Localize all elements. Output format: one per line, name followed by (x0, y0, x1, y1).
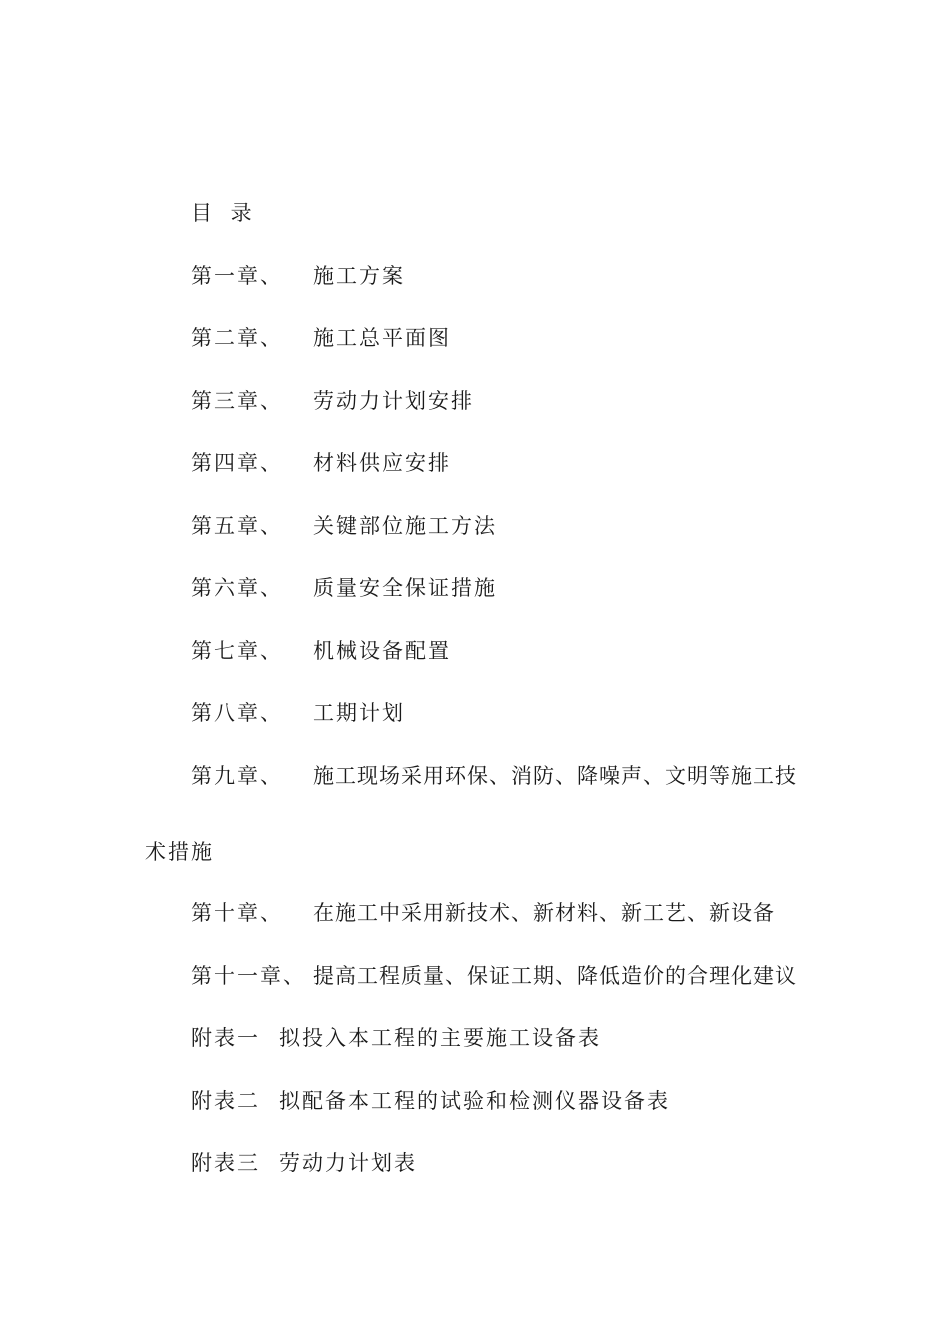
toc-entry-text: 关键部位施工方法 (313, 514, 497, 538)
toc-entry-number: 第三章、 (191, 389, 283, 413)
toc-entry-text: 施工总平面图 (313, 326, 451, 350)
toc-entry-number: 附表一 (191, 1026, 260, 1050)
toc-title: 目 录 (191, 201, 258, 225)
toc-entry-number: 第十章、 (191, 901, 283, 925)
toc-entry-text: 机械设备配置 (313, 639, 451, 663)
toc-entry-number: 第五章、 (191, 514, 283, 538)
toc-entry-continuation: 术措施 (145, 840, 214, 864)
toc-entry-text: 施工方案 (313, 264, 405, 288)
toc-entry-number: 第二章、 (191, 326, 283, 350)
toc-entry-text: 劳动力计划表 (279, 1151, 417, 1175)
toc-entry-text: 拟配备本工程的试验和检测仪器设备表 (279, 1089, 670, 1113)
toc-entry-text: 劳动力计划安排 (313, 389, 474, 413)
toc-entry-number: 第六章、 (191, 576, 283, 600)
toc-entry-text: 工期计划 (313, 701, 405, 725)
toc-entry-text: 施工现场采用环保、消防、降噪声、文明等施工技 (313, 764, 797, 788)
toc-entry-number: 第八章、 (191, 701, 283, 725)
toc-entry-number: 第九章、 (191, 764, 283, 788)
toc-entry-text: 提高工程质量、保证工期、降低造价的合理化建议 (313, 964, 797, 988)
toc-entry-number: 第四章、 (191, 451, 283, 475)
toc-entry-number: 第十一章、 (191, 964, 306, 988)
toc-entry-number: 第七章、 (191, 639, 283, 663)
toc-entry-number: 第一章、 (191, 264, 283, 288)
toc-entry-text: 材料供应安排 (313, 451, 451, 475)
toc-entry-text: 质量安全保证措施 (313, 576, 497, 600)
toc-entry-text: 拟投入本工程的主要施工设备表 (279, 1026, 601, 1050)
toc-entry-text: 在施工中采用新技术、新材料、新工艺、新设备 (313, 901, 775, 925)
toc-entry-number: 附表二 (191, 1089, 260, 1113)
toc-entry-number: 附表三 (191, 1151, 260, 1175)
